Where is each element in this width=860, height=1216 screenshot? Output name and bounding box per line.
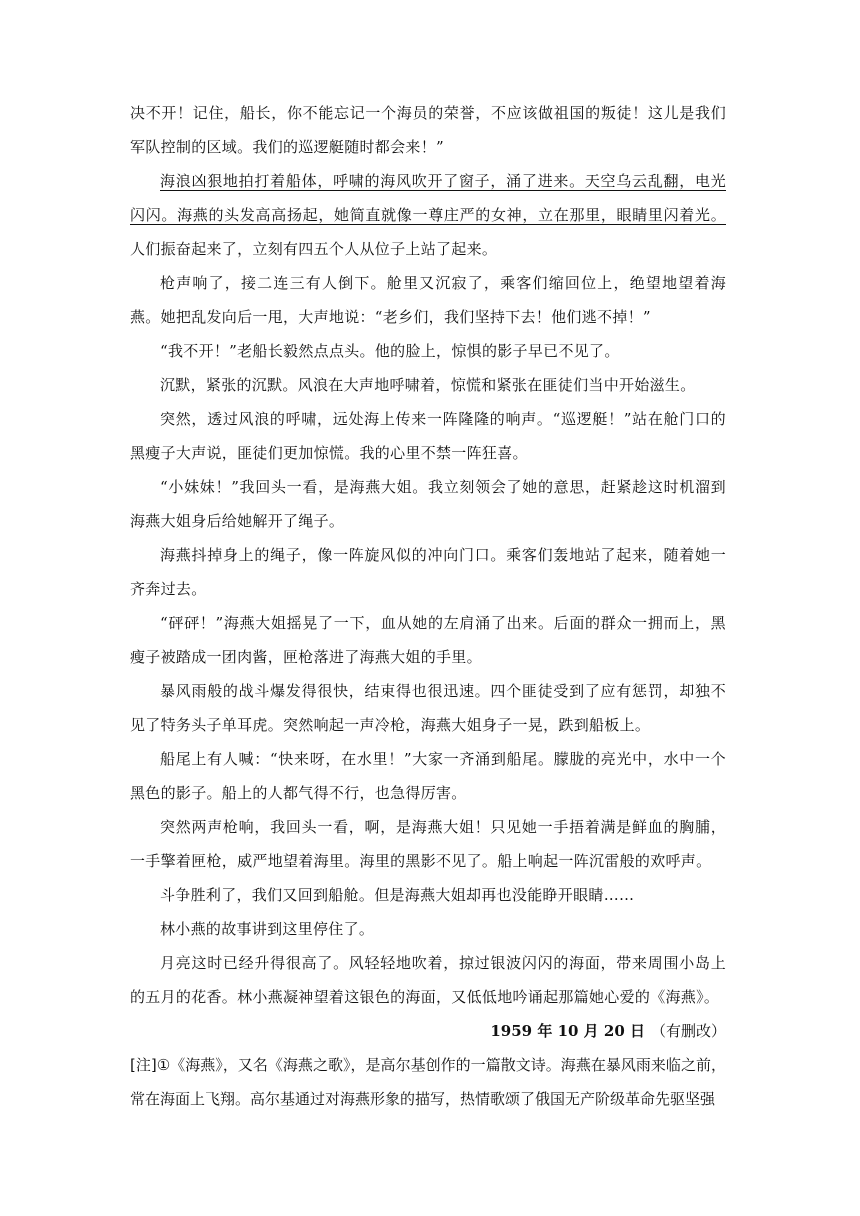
document-page <box>130 96 726 1116</box>
paragraph <box>130 164 726 266</box>
paragraph: 突然，透过风浪的呼啸，远处海上传来一阵隆隆的响声。“巡逻艇！”站在舱门口的黑瘦子大声说，匪徒们更加惊慌。我的心里不禁一阵狂喜。 <box>130 410 726 462</box>
paragraph: 月亮这时已经升得很高了。风轻轻地吹着，掠过银波闪闪的海面，带来周围小岛上的五月的花香。林小燕凝神望着这银色的海面，又低低地吟诵起那篇她心爱的《海燕》。 <box>130 954 726 1006</box>
paragraph: 决不开！记住，船长，你不能忘记一个海员的荣誉，不应该做祖国的叛徒！这儿是我们军队控制的区域。我们的巡逻艇随时都会来！” <box>130 104 726 156</box>
paragraph: “小妹妹！”我回头一看，是海燕大姐。我立刻领会了她的意思，赶紧趁这时机溜到海燕大姐身后给她解开了绳子。 <box>130 478 726 530</box>
paragraph: 暴风雨般的战斗爆发得很快，结束得也很迅速。四个匪徒受到了应有惩罚，却独不见了特务头子单耳虎。突然响起一声冷枪，海燕大姐身子一晃，跌到船板上。 <box>130 682 726 734</box>
paragraph: 斗争胜利了，我们又回到船舱。但是海燕大姐却再也没能睁开眼睛…… <box>160 886 635 904</box>
paragraph: 枪声响了，接二连三有人倒下。舱里又沉寂了，乘客们缩回位上，绝望地望着海燕。她把乱发向后一甩，大声地说：“老乡们，我们坚持下去！他们逃不掉！” <box>130 274 726 326</box>
underlined-passage: 海浪凶狠地拍打着船体，呼啸的海风吹开了窗子，涌了进来。天空乌云乱翻，电光闪闪。海燕的头发高高扬起，她简直就像一尊庄严的女神，立在那里，眼睛里闪着光。 <box>130 172 726 224</box>
paragraph: “我不开！”老船长毅然点点头。他的脸上，惊惧的影子早已不见了。 <box>160 342 620 360</box>
paragraph: 海燕抖掉身上的绳子，像一阵旋风似的冲向门口。乘客们轰地站了起来，随着她一齐奔过去。 <box>130 546 726 598</box>
paragraph: 林小燕的故事讲到这里停住了。 <box>160 920 375 938</box>
paragraph: “砰砰！”海燕大姐摇晃了一下，血从她的左肩涌了出来。后面的群众一拥而上，黑瘦子被踏成一团肉酱，匣枪落进了海燕大姐的手里。 <box>130 614 726 666</box>
paragraph-continuation: 人们振奋起来了，立刻有四五个人从位子上站了起来。 <box>130 240 498 258</box>
footnote: [注]①《海燕》，又名《海燕之歌》，是高尔基创作的一篇散文诗。海燕在暴风雨来临之前，常在海面上飞翔。高尔基通过对海燕形象的描写，热情歌颂了俄国无产阶级革命先驱坚强 <box>130 1056 726 1108</box>
paragraph: 沉默，紧张的沉默。风浪在大声地呼啸着，惊慌和紧张在匪徒们当中开始滋生。 <box>160 376 696 394</box>
edit-note: （有删改） <box>650 1022 726 1040</box>
paragraph: 船尾上有人喊：“快来呀，在水里！”大家一齐涌到船尾。朦胧的亮光中，水中一个黑色的影子。船上的人都气得不行，也急得厉害。 <box>130 750 726 802</box>
paragraph: 突然两声枪响，我回头一看，啊，是海燕大姐！只见她一手捂着满是鲜血的胸脯，一手擎着匣枪，威严地望着海里。海里的黑影不见了。船上响起一阵沉雷般的欢呼声。 <box>130 818 726 870</box>
date: 1959 年 10 月 20 日 <box>490 1022 645 1040</box>
date-line <box>130 1014 726 1048</box>
